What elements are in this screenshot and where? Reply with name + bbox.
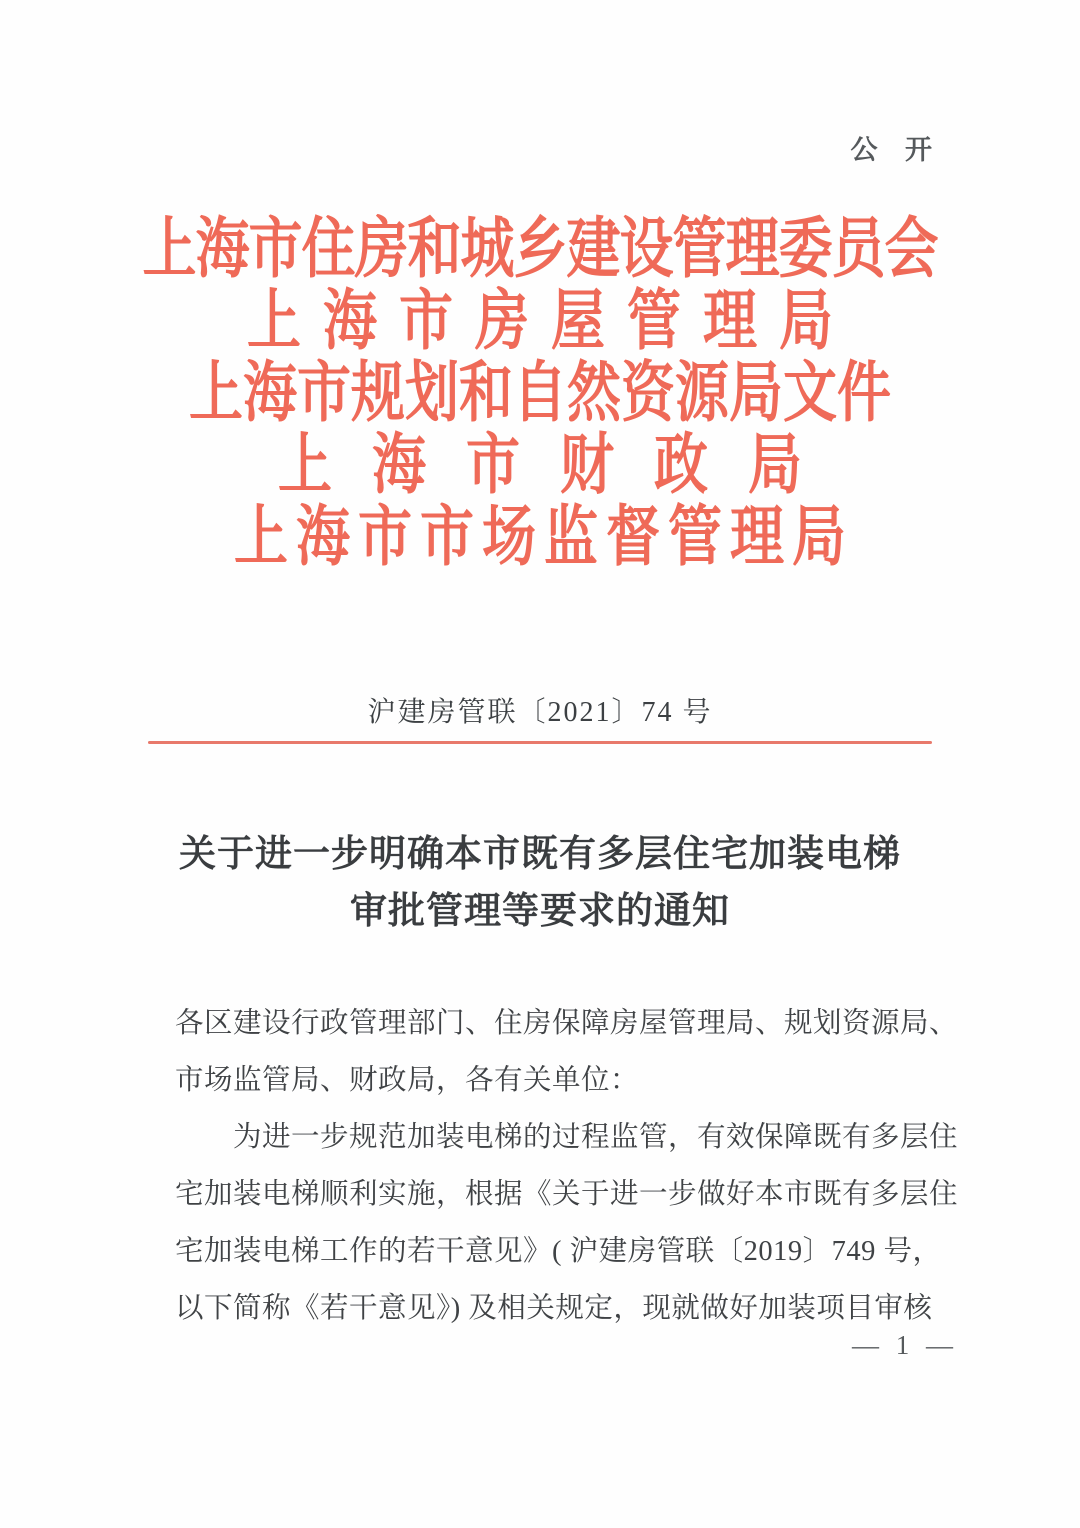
letterhead-line-3: 上海市规划和自然资源局文件 bbox=[189, 356, 891, 430]
document-title bbox=[0, 826, 1080, 941]
red-divider-rule bbox=[148, 741, 932, 744]
letterhead-line-1: 上海市住房和城乡建设管理委员会 bbox=[142, 212, 938, 286]
body-paragraph-line: 为进一步规范加装电梯的过程监管，有效保障既有多层住 bbox=[233, 1122, 959, 1153]
document-number: 沪建房管联〔2021〕74 号 bbox=[367, 697, 713, 728]
letterhead-line-4: 上海市财政局 bbox=[278, 428, 842, 502]
body-paragraph-line: 宅加装电梯工作的若干意见》( 沪建房管联〔2019〕749 号， bbox=[175, 1236, 942, 1267]
recipients-line: 各区建设行政管理部门、住房保障房屋管理局、规划资源局、 bbox=[175, 1008, 959, 1039]
document-title-line-1: 关于进一步明确本市既有多层住宅加装电梯 bbox=[179, 834, 901, 875]
page-number: — 1 — bbox=[852, 1330, 958, 1360]
letterhead-block bbox=[0, 212, 1080, 574]
letterhead-line-5: 上海市市场监督管理局 bbox=[234, 500, 854, 574]
body-paragraph-line: 以下简称《若干意见》) 及相关规定，现就做好加装项目审核 bbox=[175, 1293, 933, 1324]
classification-marker: 公 开 bbox=[850, 135, 942, 165]
letterhead-line-2: 上海市房屋管理局 bbox=[247, 284, 855, 358]
body-paragraph-line: 宅加装电梯顺利实施，根据《关于进一步做好本市既有多层住 bbox=[175, 1179, 959, 1210]
document-body bbox=[175, 995, 959, 1337]
document-title-line-2: 审批管理等要求的通知 bbox=[350, 891, 730, 933]
recipients-line: 市场监管局、财政局，各有关单位： bbox=[175, 1065, 640, 1096]
